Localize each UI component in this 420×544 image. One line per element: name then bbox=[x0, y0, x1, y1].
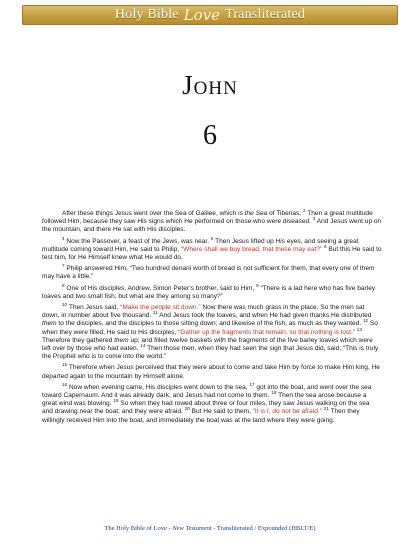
verse-number: 11 bbox=[153, 310, 158, 316]
verse-text: Philip answered Him, “Two hundred denarii worth of bread is not sufficient for them, that every one of them may have a little.” bbox=[42, 265, 375, 281]
verse-number: 15 bbox=[62, 362, 68, 368]
verse-text: Then Jesus lifted up bbox=[213, 237, 276, 245]
verse-text: Now there was much grass in the place. So the men sat down, in number about five thousand. bbox=[42, 304, 365, 320]
verse-number: 21 bbox=[323, 406, 329, 412]
verse-number: 6 bbox=[324, 243, 327, 249]
verse-text: So when they had rowed about three or four miles, they saw Jesus walking on the sea and drawing near the boat; and they were afraid. bbox=[42, 400, 370, 416]
verse-text: Now the Passover, a feast of the Jews, was near. bbox=[64, 237, 211, 245]
verse-number: 8 bbox=[62, 282, 65, 288]
verse-text: And Jesus went up on the mountain, and there He sat with His disciples. bbox=[42, 218, 382, 234]
words-of-christ: “Where shall we buy bread, that these may eat?” bbox=[181, 245, 323, 253]
verse-text: Then those men, when they had seen the sign that Jesus did, said, “This is truly the Prophet who is to come into the world.” bbox=[42, 345, 379, 361]
footer-prefix: The Holy Bible of Love - bbox=[104, 525, 173, 532]
verse-paragraph bbox=[42, 364, 382, 380]
verse-number: 20 bbox=[184, 406, 190, 412]
verse-number: 9 bbox=[256, 282, 259, 288]
verse-number: 7 bbox=[62, 263, 65, 269]
verse-text: of Tiberias. bbox=[267, 210, 303, 217]
verse-text: “There is a lad here who has five barley loaves and two small fish, but what are they among so many?” bbox=[42, 284, 376, 300]
verse-text: Therefore when Jesus perceived that they were about to come and take Him by force to make Him king, He departed again to the mountain by Himself alone. bbox=[42, 364, 380, 380]
words-of-christ: “Make the people sit down.” bbox=[120, 304, 201, 312]
banner-title-right: Transliterated bbox=[225, 7, 306, 22]
verse-text: Therefore they gathered bbox=[42, 336, 115, 344]
verse-number: 18 bbox=[271, 389, 277, 395]
verse-text: One of His disciples, Andrew, Simon Peter’s brother, said to Him, bbox=[64, 284, 257, 292]
verse-number: 19 bbox=[113, 398, 119, 404]
footer-suffix: - Transliterated / Expounded (HBLT/E) bbox=[211, 525, 316, 532]
verse-number: 17 bbox=[249, 381, 255, 387]
verse-paragraph bbox=[42, 301, 382, 361]
verse-text: Then the sea arose because a great wind was blowing. bbox=[42, 392, 367, 408]
page-footer bbox=[0, 525, 420, 532]
verse-text: Then Jesus said, bbox=[67, 304, 121, 312]
verse-number: 2 bbox=[302, 207, 306, 213]
verse-paragraph bbox=[42, 235, 382, 263]
words-of-christ: “It is I; do not be afraid.” bbox=[252, 408, 322, 416]
verse-text: But this He said to test him, for He Himself knew what He would do. bbox=[42, 245, 382, 262]
banner-title-love: Love bbox=[183, 6, 221, 24]
verse-text: up, and filled twelve baskets with the fragments of the five barley loaves which were left over by those who had eaten. bbox=[42, 336, 373, 353]
verse-number: 12 bbox=[362, 318, 369, 324]
verse-text: And Jesus took the loaves, and when He had given thanks He distributed bbox=[157, 312, 372, 320]
verse-paragraph bbox=[42, 381, 382, 425]
verse-number: 16 bbox=[62, 381, 68, 387]
verse-text: Then a great multitude followed Him, because they saw His signs which He performed on those who were diseased. bbox=[42, 210, 373, 226]
verse-number: 4 bbox=[62, 235, 65, 241]
verse-number: 10 bbox=[62, 301, 68, 307]
italic-word: His bbox=[275, 237, 286, 245]
verse-paragraph bbox=[42, 207, 382, 235]
footer-italic: New Testament bbox=[172, 525, 212, 532]
verse-text: But He said to them, bbox=[189, 408, 253, 416]
italic-word: them bbox=[42, 320, 57, 328]
verse-text: So when they were filled, He said to His disciples, bbox=[42, 320, 378, 336]
chapter-number: 6 bbox=[203, 120, 217, 151]
verse-paragraph bbox=[42, 265, 382, 281]
words-of-christ: “Gather up the fragments that remain, so that nothing is lost.” bbox=[178, 328, 355, 336]
italic-word: the Sea bbox=[244, 210, 268, 217]
verse-paragraph bbox=[42, 282, 382, 301]
verse-number: 13 bbox=[356, 326, 362, 332]
banner-title-left: Holy Bible bbox=[114, 7, 179, 22]
scripture-text bbox=[42, 207, 382, 428]
verse-text: After these things Jesus went over the Sea of Galilee, which is bbox=[62, 210, 245, 217]
verse-text: to the disciples, and the disciples to those sitting down; and likewise of the fish, as much as they wanted. bbox=[56, 320, 363, 328]
italic-word: them bbox=[114, 336, 129, 344]
verse-text: eyes, and seeing a great multitude coming toward Him, He said to Philip, bbox=[42, 237, 359, 253]
verse-number: 5 bbox=[210, 235, 214, 241]
book-title: John bbox=[182, 70, 238, 100]
verse-number: 3 bbox=[312, 216, 316, 222]
verse-text: Now when evening came, His disciples went down to the sea, bbox=[67, 383, 250, 391]
verse-text: Then they willingly received Him into the boat, and immediately the boat was at the land where they were going. bbox=[42, 408, 360, 424]
verse-number: 14 bbox=[140, 342, 146, 348]
verse-text: got into the boat, and went over the sea toward Capernaum. And it was already dark, and Jesus had not come to them. bbox=[42, 383, 372, 400]
header-banner bbox=[22, 5, 398, 25]
